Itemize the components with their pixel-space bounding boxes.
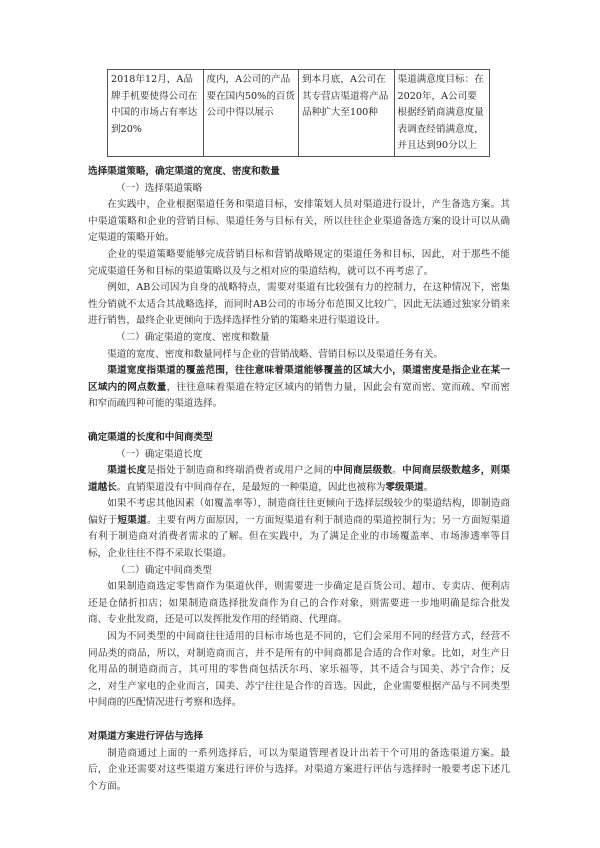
text-run: ，往往意味着渠道在特定区域内的销售力量，因此会有宽而密、宽而疏、窄而密和窄而疏四种可能的渠道选择。: [88, 381, 511, 410]
paragraph: 制造商通过上面的一系列选择后，可以为渠道管理者设计出若干个可用的备选渠道方案。最后，企业还需要对这些渠道方案进行评价与选择。对渠道方案进行评估与选择时一般要考虑下述几个方面。: [88, 747, 510, 792]
text-run: 。: [392, 465, 403, 477]
text-run: 。直销渠道没有中间商存在，是最短的一种渠道，因此也被称为: [116, 481, 386, 493]
subsection-heading: （二）确定渠道的宽度、密度和数量: [116, 331, 270, 343]
section-heading: 选择渠道策略，确定渠道的宽度、密度和数量: [88, 166, 280, 177]
text-run: 是指处于制造商和终端消费者或用户之间的: [146, 465, 334, 477]
paragraph: 在实践中，企业根据渠道任务和渠道目标，安排策划人员对渠道进行设计，产生备选方案。其中渠道策略和企业的营销目标、渠道任务与目标有关，所以往往企业渠道备选方案的设计可以从确定渠道的策略开始。: [88, 199, 510, 244]
table-cell: 2018年12月，A品牌手机要使得公司在中国的市场占有率达到20%: [108, 70, 204, 157]
table-cell: 度内，A公司的产品要在国内50%的百货公司中得以展示: [203, 70, 299, 157]
bold-term: 零级渠道: [385, 481, 424, 493]
channel-goals-table: [107, 69, 490, 157]
bold-term: 渠道长度: [107, 465, 147, 477]
bold-term: 中间商层级数越多，则渠道越长: [88, 465, 511, 493]
subsection-heading: （一）确定渠道长度: [116, 448, 203, 460]
document-body: [88, 164, 510, 795]
section-heading: 对渠道方案进行评估与选择: [88, 731, 204, 742]
paragraph: 渠道的宽度、密度和数量同样与企业的营销战略、营销目标以及渠道任务有关。: [107, 348, 443, 360]
text-run: 。主要有两方面原因，一方面短渠道有利于制造商的渠道控制行为；另一方面短渠道有利于制造商对消费者需求的了解。但在实践中，为了满足企业的市场覆盖率、市场渗透率等目标，企业往往不得不采取长渠道。: [88, 514, 511, 560]
paragraph: [88, 463, 510, 496]
table-row: [108, 70, 490, 157]
paragraph: 如果制造商选定零售商作为渠道伙伴，则需要进一步确定是百货公司、超市、专卖店、便利店还是仓储折扣店；如果制造商选择批发商作为自己的合作对象，则需要进一步地明确是综合批发商、专业批发商，还是可以发挥批发作用的经销商、代理商。: [88, 581, 510, 626]
paragraph: [88, 363, 510, 413]
table-cell: 渠道满意度目标：在2020年，A公司要根据经销商满意度量表调查经销满意度，并且达到90分以上: [394, 70, 490, 157]
subsection-heading: （一）选择渠道策略: [116, 182, 203, 194]
text-run: 。: [423, 481, 434, 493]
table-cell: 到本月底，A公司在其专营店渠道将产品品种扩大至100种: [299, 70, 395, 157]
subsection-heading: （二）确定中间商类型: [116, 564, 212, 576]
bold-term: 短渠道: [117, 514, 147, 526]
bold-definition: 渠道宽度指渠道的覆盖范围，往往意味着渠道能够覆盖的区域大小，渠道密度是指企业在某一区域内的网点数量: [88, 365, 510, 393]
paragraph: 例如，AB公司因为自身的战略特点，需要对渠道有比较强有力的控制力，在这种情况下，密集性分销就不太适合其战略选择，而同时AB公司的市场分布范围又比较广，因此无法通过独家分销来进行销售，最终企业更倾向于选择选择性分销的策略来进行渠道设计。: [88, 282, 510, 327]
bold-term: 中间商层级数: [333, 465, 393, 477]
paragraph: [88, 496, 510, 562]
section-heading: 确定渠道的长度和中间商类型: [88, 431, 213, 443]
text-run: 如果不考虑其他因素（如覆盖率等），制造商往往更倾向于选择层级较少的渠道结构，即制造商偏好于: [88, 498, 510, 526]
paragraph: 因为不同类型的中间商往往适用的目标市场也是不同的，它们会采用不同的经营方式，经营不同品类的商品，所以，对制造商而言，并不是所有的中间商都是合适的合作对象。比如，对生产日化用品的制造商而言，其可用的零售商包括沃尔玛、家乐福等，其不适合与国美、苏宁合作；反之，对生产家电的企业而言，国美、苏宁往往是合作的首选。因此，企业需要根据产品与不同类型中间商的匹配情况进行考察和选择。: [88, 631, 510, 709]
paragraph: 企业的渠道策略要能够完成营销目标和营销战略规定的渠道任务和目标，因此，对于那些不能完成渠道任务和目标的渠道策略以及与之相对应的渠道结构，就可以不再考虑了。: [88, 248, 510, 277]
